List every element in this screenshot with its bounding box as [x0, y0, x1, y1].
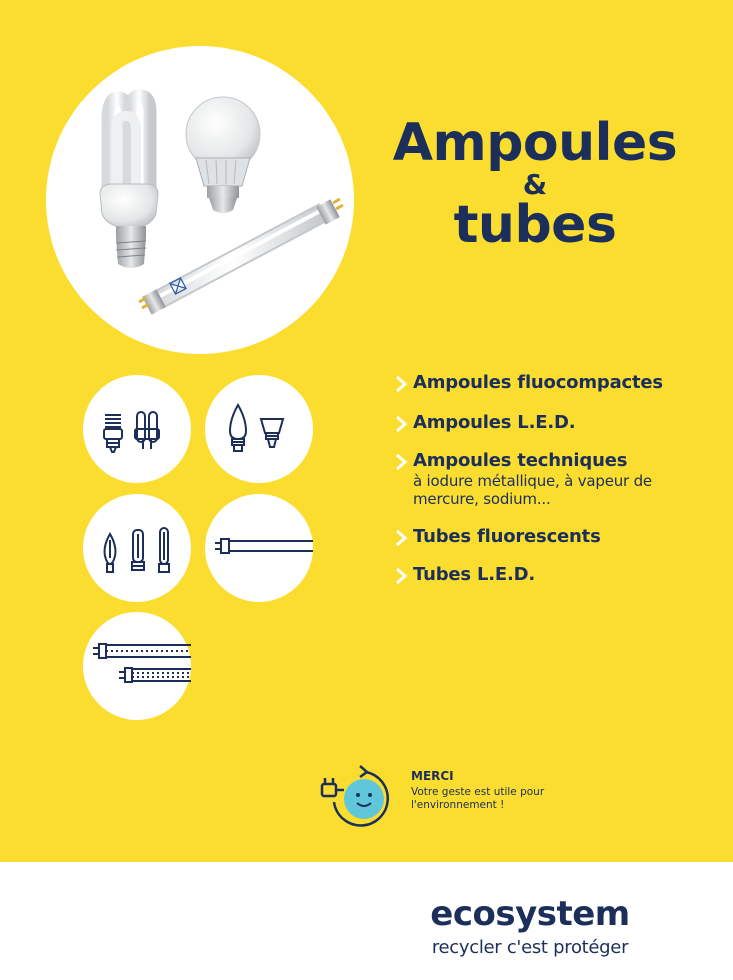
list-item: [394, 372, 724, 394]
led-tube-icon: [83, 612, 191, 720]
list-item: [394, 450, 724, 508]
poster-title: [380, 112, 690, 254]
brand-tagline: recycler c'est protéger: [431, 937, 629, 958]
list-item-label: Ampoules techniques: [413, 450, 628, 471]
chevron-right-icon: [394, 375, 408, 393]
title-ampersand: &: [522, 168, 548, 201]
list-item: [394, 526, 724, 548]
candle-led-icon: [205, 375, 313, 483]
fluorescent-tube-icon: [205, 494, 313, 602]
plug-smiley-icon: [318, 758, 394, 834]
brand-logo: [400, 895, 660, 959]
category-list: [394, 372, 724, 600]
led-bulbs-circle: [205, 375, 313, 483]
list-item-label: Ampoules L.E.D.: [413, 412, 576, 433]
fluorescent-tube-circle: [205, 494, 313, 602]
tube-icon: [139, 199, 343, 315]
list-item: [394, 564, 724, 586]
title-line-1: Ampoules: [392, 113, 678, 173]
list-item: [394, 412, 724, 434]
chevron-right-icon: [394, 415, 408, 433]
brand-name: ecosystem: [430, 894, 630, 934]
chevron-right-icon: [394, 453, 408, 471]
merci-title: MERCI: [411, 769, 454, 783]
title-line-2: tubes: [453, 195, 617, 255]
technical-bulb-icon: [83, 494, 191, 602]
list-item-label: Tubes L.E.D.: [413, 564, 536, 585]
chevron-right-icon: [394, 529, 408, 547]
led-tubes-circle: [83, 612, 191, 720]
list-item-label: Ampoules fluocompactes: [413, 372, 663, 393]
technical-bulbs-circle: [83, 494, 191, 602]
led-bulb-icon: [186, 97, 260, 213]
chevron-right-icon: [394, 567, 408, 585]
compact-fluorescent-icon: [83, 375, 191, 483]
product-photo-circle: [46, 46, 354, 354]
compact-fluorescent-circle: [83, 375, 191, 483]
cfl-bulb-icon: [100, 96, 158, 268]
merci-text: Votre geste est utile pour l'environnement !: [411, 786, 545, 811]
list-item-detail: à iodure métallique, à vapeur de mercure, sodium...: [413, 472, 652, 508]
list-item-label: Tubes fluorescents: [413, 526, 601, 547]
